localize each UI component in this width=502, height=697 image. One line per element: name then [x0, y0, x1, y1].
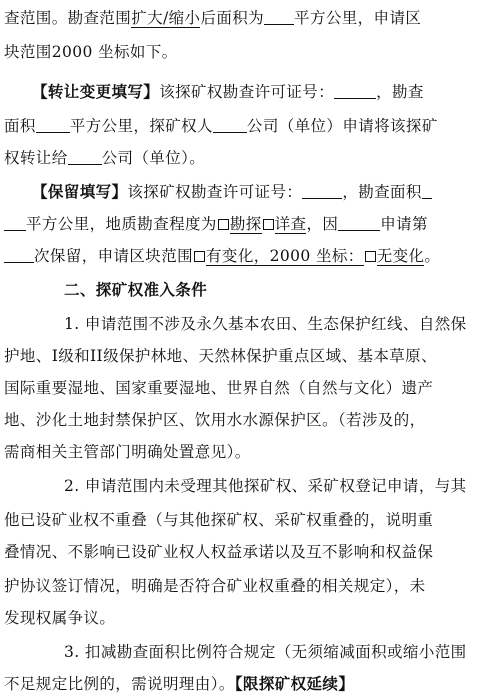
item2-line-2: 他已设矿业权不重叠（与其他探矿权、采矿权重叠的，说明重: [4, 511, 434, 529]
item2-line-4: 护协议签订情况，明确是否符合矿业权重叠的相关规定），未: [4, 577, 426, 595]
item3-line-1: 3. 扣减勘查面积比例符合规定（无须缩减面积或缩小范围: [64, 643, 467, 661]
count-blank: [4, 247, 34, 263]
text: 该探矿权勘查许可证号：: [127, 183, 303, 201]
intro-line-1: [4, 8, 496, 28]
text: ，勘查: [376, 83, 424, 101]
text: 申请第: [380, 215, 428, 233]
text: ，勘查面积: [342, 183, 422, 201]
text: 次保留，申请区块范围: [34, 247, 194, 265]
item1-line-3: 国际重要湿地、国家重要湿地、世界自然（自然与文化）遗产: [4, 379, 434, 397]
retain-line-3: [4, 246, 496, 266]
text: ，因: [306, 215, 339, 233]
checkbox-icon[interactable]: [263, 219, 274, 230]
item2-line-5: 发现权属争议。: [4, 609, 116, 627]
item1-line-5: 需商相关主管部门明确处置意见）。: [4, 443, 251, 461]
text: 查范围。勘查范围: [4, 9, 132, 27]
transfer-line-3: [4, 148, 496, 168]
text: 面积: [4, 117, 36, 135]
text: 后面积为: [200, 9, 265, 27]
transferee-blank: [68, 149, 102, 165]
text: 公司（单位）申请将该探矿: [246, 117, 438, 135]
text: 不足规定比例的，需说明理由）。: [4, 675, 235, 693]
text: 。: [424, 247, 441, 265]
item2-line-3: 叠情况、不影响已设矿业权人权益承诺以及互不影响和权益保: [4, 543, 434, 561]
option-detailed-survey: 详查: [274, 215, 307, 233]
text: 平方公里，探矿权人: [69, 117, 213, 135]
text: 该探矿权勘查许可证号：: [159, 83, 335, 101]
area-blank: [264, 9, 294, 25]
retain-tag: 【保留填写】: [32, 182, 128, 201]
transfer-line-1: [32, 82, 496, 102]
item3-line-2: [4, 674, 496, 694]
expand-shrink-option: 扩大/缩小: [131, 9, 201, 27]
option-unchanged: 无变化: [376, 247, 425, 265]
transfer-tag: 【转让变更填写】: [32, 82, 160, 101]
text: 权转让给: [4, 149, 68, 167]
option-exploration: 勘探: [229, 215, 262, 233]
checkbox-icon[interactable]: [194, 251, 205, 262]
text: 平方公里，地质勘查程度为: [26, 215, 217, 233]
retain-line-1: [32, 182, 496, 202]
reason-blank: [338, 215, 380, 231]
license-number-blank: [334, 83, 376, 99]
option-changed: 有变化，2000 坐标：: [206, 247, 364, 265]
intro-line-2: 块范围2000 坐标如下。: [4, 43, 178, 61]
item1-line-2: 护地、I级和II级保护林地、天然林保护重点区域、基本草原、: [4, 347, 437, 365]
retain-line-2: [4, 214, 496, 234]
text: 公司（单位）。: [101, 149, 206, 167]
checkbox-icon[interactable]: [365, 251, 376, 262]
holder-blank: [213, 117, 247, 133]
transfer-line-2: [4, 116, 496, 136]
license-number-blank: [302, 183, 342, 199]
area-blank: [4, 215, 26, 231]
section-heading: 二、探矿权准入条件: [64, 281, 208, 299]
item1-line-4: 地、沙化土地封禁保护区、饮用水水源保护区。（若涉及的，: [4, 411, 426, 429]
area-blank: [36, 117, 70, 133]
text: 平方公里，申请区: [294, 9, 422, 27]
area-blank: [422, 183, 432, 199]
item2-line-1: 2. 申请范围内未受理其他探矿权、采矿权登记申请，与其: [64, 477, 467, 495]
extension-tag: 【限探矿权延续】: [234, 674, 355, 693]
item1-line-1: 1. 申请范围不涉及永久基本农田、生态保护红线、自然保: [64, 315, 467, 333]
checkbox-icon[interactable]: [218, 219, 229, 230]
